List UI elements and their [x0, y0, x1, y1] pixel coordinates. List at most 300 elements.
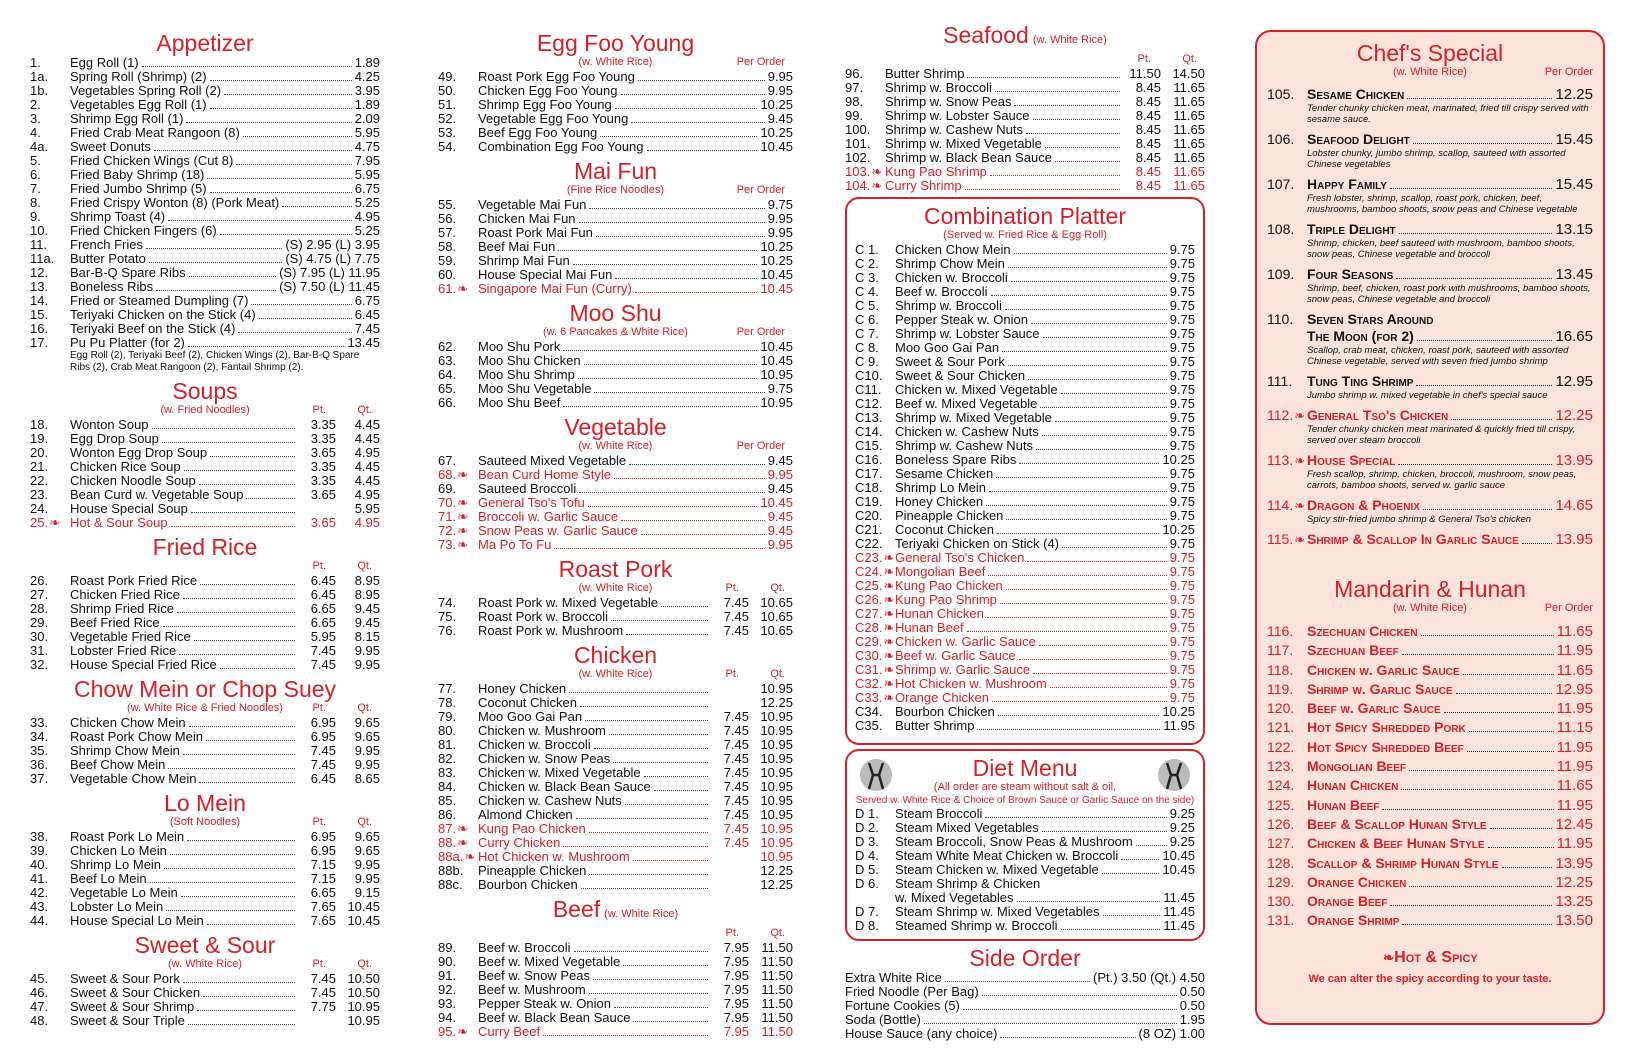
item-name: Chicken w. Broccoli	[895, 270, 1008, 285]
item-number: D 3.	[855, 834, 879, 849]
item-name: Moo Shu Beef	[478, 395, 561, 410]
item-number-wrap	[438, 850, 478, 864]
menu-item	[1267, 815, 1593, 834]
item-name: Chicken & Beef Hunan Style	[1307, 835, 1485, 852]
leader-dots	[647, 150, 758, 151]
item-name: Hot Chicken w. Mushroom	[895, 676, 1047, 691]
menu-item	[30, 644, 380, 658]
item-number: C25.	[855, 578, 883, 593]
leader-dots	[199, 484, 295, 485]
item-name: Shrimp w. Lobster Sauce	[885, 108, 1030, 123]
menu-item	[438, 766, 793, 780]
item-name: Happy Family	[1307, 176, 1387, 192]
menu-item	[1267, 757, 1593, 776]
item-number: 7.	[30, 181, 41, 196]
item-price: 13.15	[1555, 221, 1593, 238]
item-number-wrap	[1267, 266, 1307, 283]
item-number-wrap	[1267, 757, 1307, 775]
menu-item	[438, 510, 793, 524]
item-name: General Tso's Tofu	[478, 495, 585, 510]
menu-item	[855, 495, 1195, 509]
menu-item	[30, 972, 380, 986]
item-price-pint: 7.45	[723, 709, 749, 724]
section-title	[438, 642, 793, 668]
spacer	[1267, 548, 1593, 554]
item-number: C23.	[855, 550, 883, 565]
item-name: Fortune Cookies (5)	[845, 997, 960, 1013]
leader-dots	[1417, 340, 1553, 341]
item-name: Beef w. Black Bean Sauce	[478, 1010, 631, 1025]
item-price: 10.25	[760, 97, 793, 112]
pepper-icon: ❧	[1294, 453, 1306, 468]
menu-item	[438, 482, 793, 496]
leader-dots	[210, 456, 295, 457]
item-description: Tender chunky chicken meat marinated & quickly fried till crispy, served over steam broccoli	[1307, 424, 1576, 446]
item-number: 129.	[1267, 873, 1295, 890]
leader-dots	[197, 1010, 295, 1011]
item-number: 76.	[438, 623, 457, 638]
item-price-quart: 10.95	[347, 1013, 380, 1028]
menu-item	[1267, 131, 1593, 148]
item-price-pint: 7.95	[723, 1010, 749, 1025]
item-price-pint: 8.45	[1135, 164, 1161, 179]
item-price: (8 OZ) 1.00	[1138, 1025, 1205, 1041]
item-name: Moo Shu Pork	[478, 339, 561, 354]
item-number-wrap	[845, 179, 885, 193]
item-number: 43.	[30, 899, 49, 914]
pepper-icon: ❧	[883, 578, 895, 593]
menu-item	[30, 574, 380, 588]
item-price: 9.75	[1169, 368, 1195, 383]
item-name: Beef w. Garlic Sauce	[1307, 700, 1441, 717]
item-number: 110.	[1267, 311, 1294, 327]
leader-dots	[152, 428, 295, 429]
item-price-pint: 8.45	[1135, 136, 1161, 151]
menu-item	[30, 716, 380, 730]
item-price-quart: 10.65	[760, 609, 793, 624]
leader-dots	[991, 295, 1167, 296]
menu-item	[30, 154, 380, 168]
menu-item	[438, 850, 793, 864]
item-name: Roast Pork Lo Mein	[70, 829, 185, 844]
item-price-pint: 3.65	[310, 487, 336, 502]
item-description: Fresh lobster, shrimp, scallop, roast pork, chicken, beef, mushrooms, bamboo shoots, snow peas and Chinese vegetable	[1307, 193, 1578, 215]
item-price-pint: 7.45	[723, 737, 749, 752]
leader-dots	[1026, 133, 1120, 134]
menu-item	[855, 243, 1195, 257]
item-number-wrap	[1267, 873, 1307, 891]
pint-header: Pt.	[725, 582, 739, 594]
item-name: House Sauce (any choice)	[845, 1025, 998, 1041]
menu-item	[438, 282, 793, 296]
item-number: 36.	[30, 757, 49, 772]
leader-dots	[574, 951, 709, 952]
menu-item	[855, 691, 1195, 705]
section-note: (Served w. Fried Rice & Egg Roll)	[943, 229, 1107, 241]
menu-section	[845, 22, 1205, 193]
leader-dots	[1488, 847, 1554, 848]
section-title: Side Order	[969, 944, 1081, 971]
item-name: Chicken w. Mixed Vegetable	[478, 765, 641, 780]
item-number: 60.	[438, 267, 457, 282]
dancers-left-icon	[859, 755, 893, 795]
item-price-quart: 12.25	[760, 877, 793, 892]
item-price: 10.25	[1162, 452, 1195, 467]
item-price: 9.75	[1169, 284, 1195, 299]
menu-item	[855, 607, 1195, 621]
item-price-pint: 7.95	[723, 996, 749, 1011]
section-subheader	[1267, 602, 1593, 616]
leader-dots	[243, 136, 352, 137]
item-price: 9.25	[1169, 806, 1195, 821]
leader-dots	[613, 762, 708, 763]
menu-item	[855, 579, 1195, 593]
menu-item	[438, 983, 793, 997]
item-number: 62.	[438, 339, 457, 354]
item-name: Seafood Delight	[1307, 131, 1410, 147]
leader-dots	[967, 77, 1120, 78]
leader-dots	[1028, 379, 1167, 380]
item-number: 53.	[438, 125, 457, 140]
item-name: Orange Shrimp	[1307, 912, 1400, 929]
item-price: 10.25	[760, 125, 793, 140]
item-name: Chicken Egg Foo Young	[478, 83, 618, 98]
leader-dots	[594, 392, 764, 393]
item-price-pint: 6.65	[310, 615, 336, 630]
section-title	[30, 30, 380, 56]
price-header: Per Order	[736, 326, 785, 338]
item-name: Sweet & Sour Pork	[895, 354, 1005, 369]
section-subheader	[855, 229, 1195, 243]
item-number: 51.	[438, 97, 457, 112]
item-number: C19.	[855, 494, 883, 509]
menu-item	[438, 140, 793, 154]
item-price: 10.95	[760, 395, 793, 410]
item-name: Fried Chicken Fingers (6)	[70, 223, 217, 238]
item-number-wrap	[438, 1025, 478, 1039]
section-subheader	[30, 958, 380, 972]
item-name: Shrimp Egg Foo Young	[478, 97, 612, 112]
leader-dots	[563, 350, 757, 351]
item-number: C31.	[855, 662, 883, 677]
leader-dots	[1036, 449, 1167, 450]
item-name: Beef Mai Fun	[478, 239, 556, 254]
item-number: 88b.	[438, 863, 464, 878]
menu-item	[438, 941, 793, 955]
item-number: 82.	[438, 751, 457, 766]
leader-dots	[1061, 393, 1167, 394]
item-price: 10.45	[760, 495, 793, 510]
item-name: Hot & Sour Soup	[70, 515, 168, 530]
item-number: 31.	[30, 643, 49, 658]
item-name: Honey Chicken	[478, 681, 567, 696]
menu-item	[438, 468, 793, 482]
menu-item	[30, 210, 380, 224]
section-title-text: Appetizer	[156, 30, 254, 56]
item-price-pint: 7.45	[723, 609, 749, 624]
leader-dots	[621, 520, 765, 521]
item-name: Beef w. Mixed Vegetable	[478, 954, 621, 969]
item-name: Shrimp Fried Rice	[70, 601, 175, 616]
leader-dots	[179, 654, 295, 655]
item-number: C 2.	[855, 256, 879, 271]
item-name: Chicken w. Cashew Nuts	[895, 424, 1039, 439]
menu-item	[438, 808, 793, 822]
item-number: 41.	[30, 871, 49, 886]
item-number: 131.	[1267, 912, 1295, 929]
item-number: 116.	[1267, 623, 1294, 639]
pint-header: Pt.	[312, 958, 326, 970]
menu-column-4	[1255, 30, 1605, 1025]
item-price: (S) 4.75 (L) 7.75	[285, 251, 380, 266]
item-price-pint: 6.95	[310, 729, 336, 744]
menu-item	[855, 719, 1195, 733]
item-number: 14.	[30, 293, 49, 308]
item-number-wrap	[855, 677, 895, 691]
item-price-pint: 7.45	[310, 743, 336, 758]
item-name: Vegetable Mai Fun	[478, 197, 587, 212]
menu-item	[30, 588, 380, 602]
item-number: 29.	[30, 615, 49, 630]
item-price-quart: 11.50	[761, 1024, 793, 1039]
item-number: 9.	[30, 209, 41, 224]
item-price-pint: 7.15	[310, 857, 336, 872]
item-name: Vegetables Spring Roll (2)	[70, 83, 222, 98]
leader-dots	[177, 612, 295, 613]
menu-item	[1267, 892, 1593, 911]
menu-item	[438, 710, 793, 724]
leader-dots	[1008, 365, 1167, 366]
menu-section	[1267, 576, 1593, 931]
item-number-wrap	[1267, 531, 1307, 548]
leader-dots	[1039, 645, 1167, 646]
item-name: Coconut Chicken	[478, 695, 577, 710]
item-number: 13.	[30, 279, 49, 294]
item-name: Teriyaki Chicken on the Stick (4)	[70, 307, 256, 322]
menu-item	[855, 383, 1195, 397]
menu-item	[855, 919, 1195, 933]
item-name: Shrimp Lo Mein	[895, 480, 987, 495]
item-number-wrap	[1267, 86, 1307, 103]
item-number: 1.	[30, 55, 41, 70]
item-number: 97.	[845, 80, 864, 95]
item-price-quart: 8.15	[354, 629, 380, 644]
item-price-quart: 12.25	[760, 863, 793, 878]
menu-item	[30, 914, 380, 928]
item-name: Boneless Spare Ribs	[895, 452, 1017, 467]
item-price-pint: 7.45	[310, 657, 336, 672]
menu-item	[845, 109, 1205, 123]
item-description: Lobster chunky, jumbo shrimp, scallop, sauteed with assorted Chinese vegetables	[1307, 148, 1566, 170]
menu-item	[855, 877, 1195, 891]
item-number: 65.	[438, 381, 457, 396]
item-price: 4.25	[354, 69, 380, 84]
leader-dots	[1402, 654, 1554, 655]
item-name: Pineapple Chicken	[895, 508, 1004, 523]
pepper-icon: ❧	[883, 648, 895, 663]
section-title-text: Sweet & Sour	[134, 932, 276, 958]
item-price-pint: 7.15	[310, 871, 336, 886]
menu-item	[30, 168, 380, 182]
item-name: Egg Drop Soup	[70, 431, 159, 446]
item-number: 111.	[1267, 373, 1293, 389]
leader-dots	[1062, 547, 1167, 548]
item-name: Shrimp w. Garlic Sauce	[1307, 680, 1453, 697]
item-name: Fried Noodle (Per Bag)	[845, 983, 979, 999]
leader-dots	[1451, 419, 1552, 420]
item-name: Butter Shrimp	[885, 66, 965, 81]
menu-item	[1267, 699, 1593, 718]
price-header: Per Order	[736, 440, 785, 452]
item-price-quart: 9.65	[354, 843, 380, 858]
diet-note-2: Served w. White Rice & Choice of Brown Sauce or Garlic Sauce on the side)	[855, 795, 1195, 806]
item-number: 75.	[438, 609, 457, 624]
item-price-pint: 7.65	[310, 913, 336, 928]
item-description: Jumbo shrimp w. mixed vegetable in chef's special sauce	[1307, 390, 1548, 401]
leader-dots	[183, 598, 295, 599]
menu-item	[845, 971, 1205, 985]
item-number: C12.	[855, 396, 883, 411]
leader-dots	[1008, 267, 1167, 268]
item-number: 127.	[1267, 835, 1295, 852]
item-price: 11.95	[1556, 758, 1593, 776]
menu-item	[1267, 373, 1593, 390]
item-number: 114.	[1267, 497, 1294, 513]
item-name: Moo Shu Vegetable	[478, 381, 592, 396]
item-name: Kung Pao Chicken	[895, 578, 1003, 593]
menu-item	[855, 327, 1195, 341]
menu-section	[438, 414, 793, 552]
menu-item	[855, 821, 1195, 835]
price-header: Qt.	[770, 582, 785, 594]
leader-dots	[633, 1021, 708, 1022]
menu-item	[30, 758, 380, 772]
menu-column-3	[845, 22, 1205, 1045]
item-number-wrap	[1267, 641, 1307, 659]
item-number: 94.	[438, 1010, 457, 1025]
item-name: Chicken Mai Fun	[478, 211, 576, 226]
section-title-text: Lo Mein	[164, 790, 246, 816]
menu-item	[855, 677, 1195, 691]
item-price-quart: 10.95	[760, 821, 793, 836]
item-number: 102.	[845, 150, 871, 165]
pepper-icon: ❧	[1383, 949, 1395, 965]
item-number-wrap	[1267, 131, 1307, 148]
item-price: 11.45	[1163, 889, 1195, 905]
item-number: D 5.	[855, 862, 879, 877]
menu-section	[438, 896, 793, 1039]
menu-item	[438, 682, 793, 696]
item-name: Beef Chow Mein	[70, 757, 166, 772]
item-price-quart: 9.95	[354, 657, 380, 672]
leader-dots	[641, 534, 765, 535]
leader-dots	[210, 80, 352, 81]
menu-item	[1267, 452, 1593, 469]
item-price: 11.95	[1556, 796, 1593, 814]
section-note: (w. 6 Pancakes & White Rice)	[543, 326, 688, 338]
section-subheader	[438, 326, 793, 340]
section-subheader	[30, 404, 380, 418]
item-number: 87.	[438, 821, 457, 836]
item-name: Kung Pao Shrimp	[885, 164, 987, 179]
item-price: 13.45	[347, 335, 380, 350]
item-name: Egg Roll (1)	[70, 55, 139, 70]
leader-dots	[188, 346, 345, 347]
item-name: Hot Spicy Shredded Beef	[1307, 738, 1464, 755]
item-name: Steam Mixed Vegetables	[895, 820, 1039, 835]
leader-dots	[1469, 731, 1554, 732]
menu-item	[438, 864, 793, 878]
item-price: 1.89	[354, 97, 380, 112]
menu-item	[1267, 911, 1593, 930]
item-price-quart: 9.65	[354, 715, 380, 730]
item-name: Kung Pao Chicken	[478, 821, 586, 836]
menu-item	[30, 502, 380, 516]
pint-header: Pt.	[725, 668, 739, 680]
item-number: C11.	[855, 382, 882, 397]
menu-item	[855, 285, 1195, 299]
pint-header: Pt.	[725, 927, 739, 939]
item-number: 64.	[438, 367, 457, 382]
item-price: 9.75	[1169, 508, 1195, 523]
menu-item	[1267, 873, 1593, 892]
menu-item	[1267, 854, 1593, 873]
item-number-wrap	[1267, 497, 1307, 514]
item-price: 10.45	[1162, 848, 1195, 863]
menu-item	[845, 151, 1205, 165]
item-name: Orange Beef	[1307, 893, 1388, 910]
leader-dots	[576, 818, 708, 819]
item-price: 4.75	[354, 139, 380, 154]
item-number-wrap	[1267, 738, 1307, 756]
item-price-pint: 6.65	[310, 601, 336, 616]
menu-item	[438, 822, 793, 836]
item-name: Extra White Rice	[845, 969, 942, 985]
section-title: Chef's Special	[1356, 40, 1504, 66]
item-price-quart: 5.95	[354, 501, 380, 516]
leader-dots	[987, 617, 1167, 618]
item-price-pint: 7.45	[723, 595, 749, 610]
item-name: Shrimp Lo Mein	[70, 857, 162, 872]
item-price: 11.95	[1556, 642, 1593, 660]
item-name: Beef w. Mixed Vegetable	[895, 396, 1038, 411]
item-price: 9.95	[767, 467, 793, 482]
item-price: 9.75	[1169, 340, 1195, 355]
hot-spicy-note: We can alter the spicy according to your taste.	[1308, 972, 1552, 985]
section-title	[30, 378, 380, 404]
item-name: Lobster Lo Mein	[70, 899, 164, 914]
item-name: Shrimp w. Mixed Vegetable	[895, 410, 1052, 425]
item-number: 125.	[1267, 796, 1295, 813]
item-name: Vegetable Lo Mein	[70, 885, 178, 900]
item-price-pint: 7.45	[723, 623, 749, 638]
item-price-pint: 11.50	[1129, 66, 1161, 81]
menu-item	[30, 252, 380, 266]
item-number-wrap	[855, 607, 895, 621]
section-title-text: Vegetable	[564, 414, 667, 440]
item-description: Shrimp, beef, chicken, roast pork with mushrooms, bamboo shoots, snow peas, Chinese vegetable and broccoli	[1307, 283, 1591, 305]
item-name: Seven Stars Around	[1307, 311, 1434, 327]
item-number: 74.	[438, 595, 457, 610]
price-header: Qt.	[357, 702, 372, 714]
diet-menu-box	[845, 749, 1205, 941]
item-name: Shrimp w. Broccoli	[895, 298, 1002, 313]
item-name: Chicken Fried Rice	[70, 587, 180, 602]
item-name: Teriyaki Chicken on Stick (4)	[895, 536, 1059, 551]
menu-item	[30, 616, 380, 630]
item-price: (S) 7.50 (L) 11.45	[279, 279, 380, 294]
item-name: Steam Broccoli, Snow Peas & Mushroom	[895, 834, 1133, 849]
